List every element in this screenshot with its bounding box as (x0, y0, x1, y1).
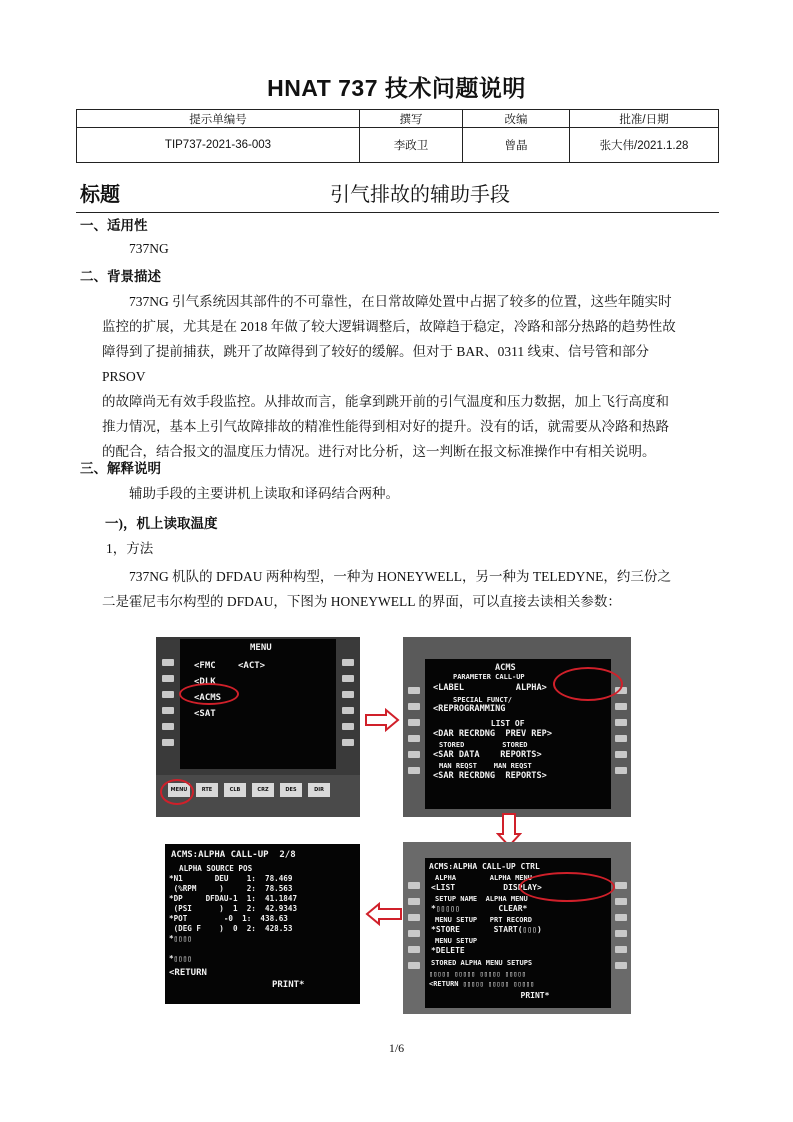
menu-item-sat: <SAT (194, 709, 216, 719)
menu-item-dlk: <DLK (194, 677, 216, 687)
section-applicability-heading: 一、适用性 (80, 218, 148, 233)
alpha-callup-line: *N1 DEU 1: 78.469 (169, 874, 293, 883)
alpha-callup-line: (%RPM ) 2: 78.563 (169, 884, 293, 893)
alpha-ctrl-line: *DELETE (431, 946, 465, 955)
background-line: 推力情况，基本上引气故障排故的精准性能得到相对好的提升。没有的话，就需要从冷路和热路 (102, 419, 669, 434)
background-line: 的配合，结合报文的温度压力情况。进行对比分析，这一判断在报文标准操作中有相关说明。 (102, 444, 656, 459)
acms-highlight-circle (179, 683, 239, 705)
alpha-callup-line: (DEG F ) 0 2: 428.53 (169, 924, 293, 933)
alpha-ctrl-line: ALPHA ALPHA MENU (435, 874, 532, 882)
subject-text: 引气排故的辅助手段 (330, 184, 510, 206)
menu-title: MENU (250, 643, 272, 653)
method-heading: 1，方法 (106, 541, 154, 556)
method-paragraph (102, 564, 694, 614)
applicability-content: 737NG (129, 241, 169, 256)
alpha-ctrl-line: *▯▯▯▯▯ CLEAR* (431, 904, 528, 913)
page-number: 1/6 (388, 1041, 405, 1055)
alpha-highlight-circle (553, 667, 623, 701)
alpha-callup-line: *▯▯▯▯ (169, 934, 192, 943)
acms-line: <DAR RECRDNG PREV REP> (433, 729, 552, 739)
section-explanation-heading: 三、解释说明 (80, 461, 161, 476)
alpha-ctrl-line: <RETURN ▯▯▯▯▯ ▯▯▯▯▯ ▯▯▯▯▯ (429, 980, 535, 988)
alpha-callup-line: *▯▯▯▯ (169, 954, 192, 963)
value-approval-date: 张大伟/2021.1.28 (570, 128, 719, 163)
method-line: 二是霍尼韦尔构型的 DFDAU，下图为 HONEYWELL 的界面，可以直接去读相关参数： (102, 594, 621, 609)
alpha-callup-line: *POT -0 1: 438.63 (169, 914, 288, 923)
acms-line: ACMS (495, 663, 516, 673)
alpha-callup-line: *DP DFDAU-1 1: 41.1847 (169, 894, 298, 903)
menu-item-acms: <ACMS (194, 693, 222, 703)
alpha-callup-display (165, 844, 360, 1004)
clb-key: CLB (224, 783, 246, 797)
menu-key: MENU (168, 783, 190, 797)
alpha-ctrl-line: MENU SETUP (435, 937, 478, 945)
alpha-callup-line: PRINT* (169, 980, 305, 990)
header-approval-date: 批准/日期 (570, 110, 719, 128)
alpha-ctrl-line: SETUP NAME ALPHA MENU (435, 895, 528, 903)
acms-line: PARAMETER CALL-UP (453, 673, 525, 681)
des-key: DES (280, 783, 302, 797)
crz-key: CRZ (252, 783, 274, 797)
photo-menu-screen (156, 637, 360, 817)
menu-item-act: <ACT> (238, 661, 266, 671)
acms-line: MAN REQST MAN REQST (439, 762, 532, 770)
alpha-ctrl-line: <LIST DISPLAY> (431, 883, 542, 892)
alpha-callup-line: ALPHA SOURCE POS (179, 864, 253, 873)
alpha-ctrl-line: STORED ALPHA MENU SETUPS (431, 959, 533, 967)
header-tip-number: 提示单编号 (77, 110, 360, 128)
display-highlight-circle (519, 872, 615, 902)
alpha-ctrl-line: ACMS:ALPHA CALL-UP CTRL (429, 862, 540, 871)
value-editor: 曾晶 (463, 128, 570, 163)
document-title: HNAT 737 技术问题说明 (267, 75, 526, 101)
value-tip-number: TIP737-2021-36-003 (77, 128, 360, 163)
document-info-table (76, 109, 719, 163)
arrow-right-icon (364, 708, 400, 732)
value-author: 李政卫 (360, 128, 463, 163)
acms-line: SPECIAL FUNCT/ (453, 696, 513, 704)
alpha-ctrl-line: PRINT* (429, 991, 550, 1000)
background-line: 障得到了提前捕获，跳开了故障得到了较好的缓解。但对于 BAR、0311 线束、信号管和部分 PRSOV (102, 344, 650, 384)
acms-line: <LABEL ALPHA> (433, 683, 547, 693)
header-editor: 改编 (463, 110, 570, 128)
photo-alpha-callup-screen (165, 844, 360, 1004)
menu-key-highlight-circle (160, 779, 194, 805)
alpha-callup-line: <RETURN (169, 968, 207, 978)
alpha-callup-line: ACMS:ALPHA CALL-UP 2/8 (171, 850, 296, 860)
background-paragraph (102, 289, 694, 464)
header-author: 撰写 (360, 110, 463, 128)
subsection-onboard-reading: 一)，机上读取温度 (105, 516, 218, 531)
method-line: 737NG 机队的 DFDAU 两种构型，一种为 HONEYWELL，另一种为 TELEDYNE，约三份之 (129, 569, 671, 584)
acms-line: STORED STORED (439, 741, 528, 749)
photo-acms-screen (403, 637, 631, 817)
arrow-left-icon (365, 902, 403, 926)
dir-key: DIR (308, 783, 330, 797)
menu-item-fmc: <FMC (194, 661, 216, 671)
acms-line: <SAR RECRDNG REPORTS> (433, 771, 547, 781)
acms-line: LIST OF (433, 719, 525, 728)
divider (76, 212, 719, 213)
rte-key: RTE (196, 783, 218, 797)
section-background-heading: 二、背景描述 (80, 269, 161, 284)
alpha-ctrl-line: ▯▯▯▯▯ ▯▯▯▯▯ ▯▯▯▯▯ ▯▯▯▯▯ (429, 970, 526, 978)
subject-label: 标题 (80, 184, 120, 206)
alpha-ctrl-line: MENU SETUP PRT RECORD (435, 916, 532, 924)
alpha-callup-line: (PSI ) 1 2: 42.9343 (169, 904, 298, 913)
background-line: 的故障尚无有效手段监控。从排故而言，能拿到跳开前的引气温度和压力数据，加上飞行高度和 (102, 394, 669, 409)
acms-line: <SAR DATA REPORTS> (433, 750, 542, 760)
photo-alpha-ctrl-screen (403, 842, 631, 1014)
acms-line: <REPROGRAMMING (433, 704, 506, 714)
background-line: 监控的扩展，尤其是在 2018 年做了较大逻辑调整后，故障趋于稳定，冷路和部分热路的趋势性故 (102, 319, 676, 334)
alpha-ctrl-line: *STORE START(▯▯▯) (431, 925, 542, 934)
background-line: 737NG 引气系统因其部件的不可靠性，在日常故障处置中占据了较多的位置，这些年随实时 (129, 294, 672, 309)
explanation-intro: 辅助手段的主要讲机上读取和译码结合两种。 (129, 486, 399, 501)
